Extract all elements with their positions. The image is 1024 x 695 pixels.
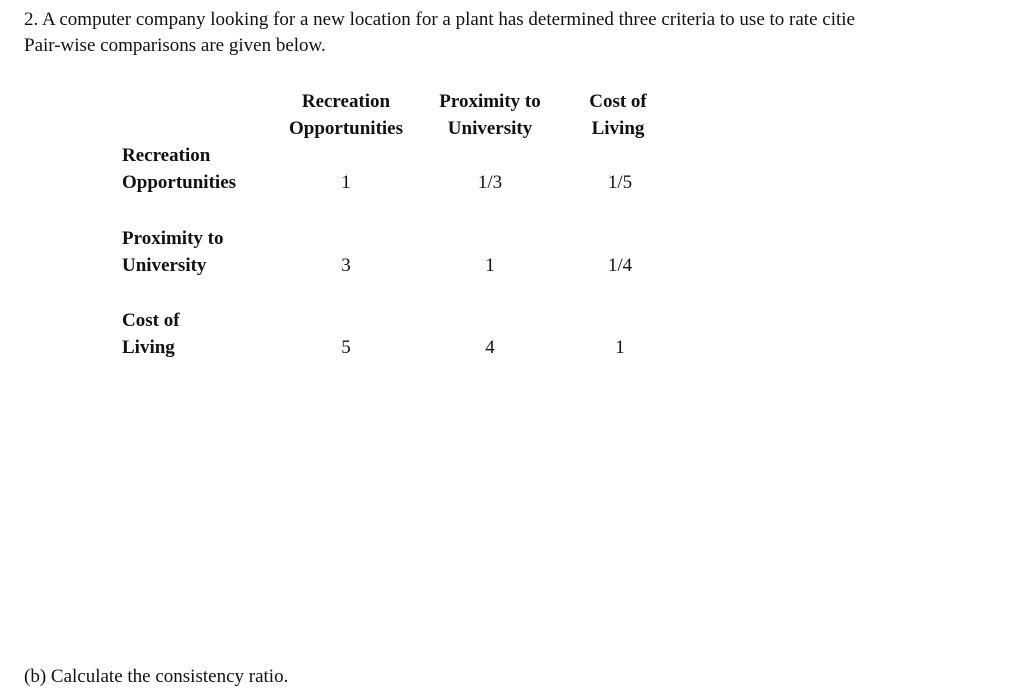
row-header-line-2: Living [122, 337, 175, 358]
column-header-cost [572, 88, 664, 142]
problem-statement [24, 7, 1014, 59]
row-header-line-2: Opportunities [122, 172, 237, 193]
column-header-proximity [425, 88, 555, 142]
matrix-cell-r2-c2: 1 [485, 255, 495, 276]
column-header-line-1: Recreation [301, 91, 391, 112]
problem-text-line-1: 2. A computer company looking for a new location for a plant has determined three criteria to use to rate citie [24, 9, 855, 30]
matrix-cell-r1-c1: 1 [341, 172, 351, 193]
row-header-proximity [122, 225, 224, 279]
question-b: (b) Calculate the consistency ratio. [24, 666, 289, 687]
row-header-cost [122, 307, 180, 361]
column-header-line-2: Living [591, 118, 645, 139]
column-header-line-2: University [447, 118, 533, 139]
column-header-recreation [276, 88, 416, 142]
row-header-line-1: Proximity to [122, 228, 224, 249]
row-header-line-2: University [122, 255, 207, 276]
column-header-line-2: Opportunities [288, 118, 404, 139]
row-header-line-1: Cost of [122, 310, 180, 331]
matrix-cell-r1-c2: 1/3 [477, 172, 503, 193]
matrix-cell-r3-c3: 1 [615, 337, 625, 358]
matrix-cell-r1-c3: 1/5 [607, 172, 633, 193]
problem-text-line-2: Pair-wise comparisons are given below. [24, 35, 326, 56]
matrix-cell-r3-c2: 4 [485, 337, 495, 358]
row-header-line-1: Recreation [122, 145, 211, 166]
column-header-line-1: Proximity to [439, 91, 541, 112]
row-header-recreation [122, 142, 236, 196]
matrix-cell-r2-c3: 1/4 [607, 255, 633, 276]
column-header-line-1: Cost of [589, 91, 647, 112]
matrix-cell-r2-c1: 3 [341, 255, 351, 276]
matrix-cell-r3-c1: 5 [341, 337, 351, 358]
